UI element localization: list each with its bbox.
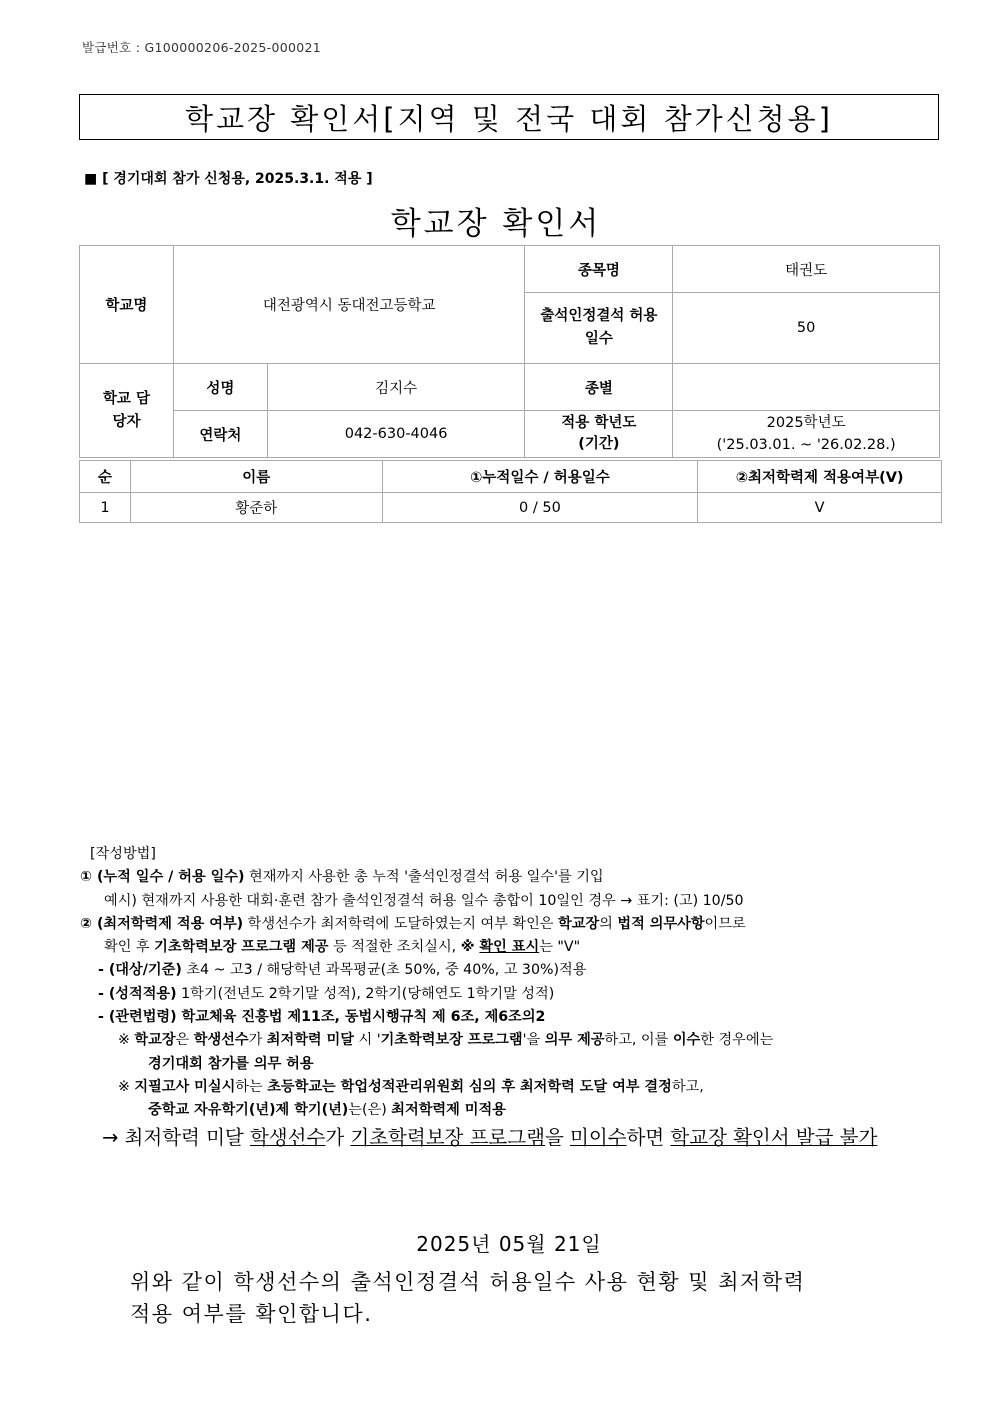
guide-line-2: 예시) 현재까지 사용한 대회·훈련 참가 출석인정결석 허용 일수 총합이 10일인 경우 → 표기: (고) 10/50 [104, 892, 744, 909]
conclusion-note: → 최저학력 미달 학생선수가 기초학력보장 프로그램을 미이수하면 학교장 확인서 발급 불가 [102, 1126, 878, 1149]
school-year-value: 2025학년도 [766, 415, 846, 431]
category-label: 종별 [525, 364, 673, 411]
allowed-days-label: 출석인정결석 허용일수 [525, 293, 673, 364]
table-row [80, 493, 942, 523]
school-year-period: ('25.03.01. ~ '26.02.28.) [716, 437, 896, 453]
confirmation-line-2: 적용 여부를 확인합니다. [130, 1302, 373, 1326]
application-note: ■ [ 경기대회 참가 신청용, 2025.3.1. 적용 ] [84, 171, 373, 187]
guide-line-7: - (관련법령) 학교체육 진흥법 제11조, 동법시행규칙 제 6조, 제6조의2 [98, 1009, 546, 1026]
allowed-days-value: 50 [673, 293, 940, 364]
row-name: 황준하 [130, 493, 382, 523]
name-value: 김지수 [267, 364, 525, 411]
school-year-cell [673, 411, 940, 458]
col-header-days: ①누적일수 / 허용일수 [382, 461, 698, 493]
manager-info-table [79, 363, 940, 458]
guide-line-6: - (성적적용) 1학기(전년도 2학기말 성적), 2학기(당해연도 1학기말 성적) [98, 985, 555, 1002]
table-header-row [80, 461, 942, 493]
contact-value: 042-630-4046 [267, 411, 525, 458]
confirmation-line-1: 위와 같이 학생선수의 출석인정결석 허용일수 사용 현황 및 최저학력 [130, 1270, 806, 1294]
guide-line-4: 확인 후 기초학력보장 프로그램 제공 등 적절한 조치실시, ※ 확인 표시는 "V" [104, 939, 581, 956]
col-header-number: 순 [80, 461, 131, 493]
guide-line-3: ② (최저학력제 적용 여부) 학생선수가 최저학력에 도달하였는지 여부 확인은 학교장의 법적 의무사항이므로 [80, 915, 746, 932]
row-number: 1 [80, 493, 131, 523]
document-title: 학교장 확인서[지역 및 전국 대회 참가신청용] [79, 94, 939, 140]
guide-line-8: ※ 학교장은 학생선수가 최저학력 미달 시 '기초학력보장 프로그램'을 의무 제공하고, 이를 이수한 경우에는 [118, 1032, 774, 1049]
school-info-table [79, 245, 940, 364]
manager-label: 학교 담당자 [80, 364, 174, 458]
col-header-name: 이름 [130, 461, 382, 493]
sport-label: 종목명 [525, 246, 673, 293]
row-days: 0 / 50 [382, 493, 698, 523]
guide-line-5: - (대상/기준) 초4 ~ 고3 / 해당학년 과목평균(초 50%, 중 40%, 고 30%)적용 [98, 962, 587, 979]
confirmation-statement [130, 1266, 805, 1330]
writing-guide [80, 843, 940, 1123]
issue-date: 2025년 05월 21일 [416, 1232, 602, 1256]
form-title: 학교장 확인서 [390, 206, 602, 242]
guide-line-1: ① (누적 일수 / 허용 일수) 현재까지 사용한 총 누적 '출석인정결석 허용 일수'를 기입 [80, 869, 604, 886]
school-year-label: 적용 학년도 (기간) [525, 411, 673, 458]
row-min-academic: V [698, 493, 942, 523]
col-header-min-academic: ②최저학력제 적용여부(V) [698, 461, 942, 493]
guide-line-11: 중학교 자유학기(년)제 학기(년)는(은) 최저학력제 미적용 [148, 1102, 506, 1119]
guide-heading: [작성방법] [90, 846, 156, 862]
school-label: 학교명 [80, 246, 174, 364]
school-value: 대전광역시 동대전고등학교 [173, 246, 525, 364]
category-value [673, 364, 940, 411]
sport-value: 태권도 [673, 246, 940, 293]
guide-line-10: ※ 지필고사 미실시하는 초등학교는 학업성적관리위원회 심의 후 최저학력 도달 여부 결정하고, [118, 1078, 704, 1095]
guide-line-9: 경기대회 참가를 의무 허용 [148, 1055, 314, 1072]
name-label: 성명 [173, 364, 267, 411]
contact-label: 연락처 [173, 411, 267, 458]
issue-number: 발급번호 : G100000206-2025-000021 [82, 40, 321, 55]
student-table [79, 460, 942, 523]
